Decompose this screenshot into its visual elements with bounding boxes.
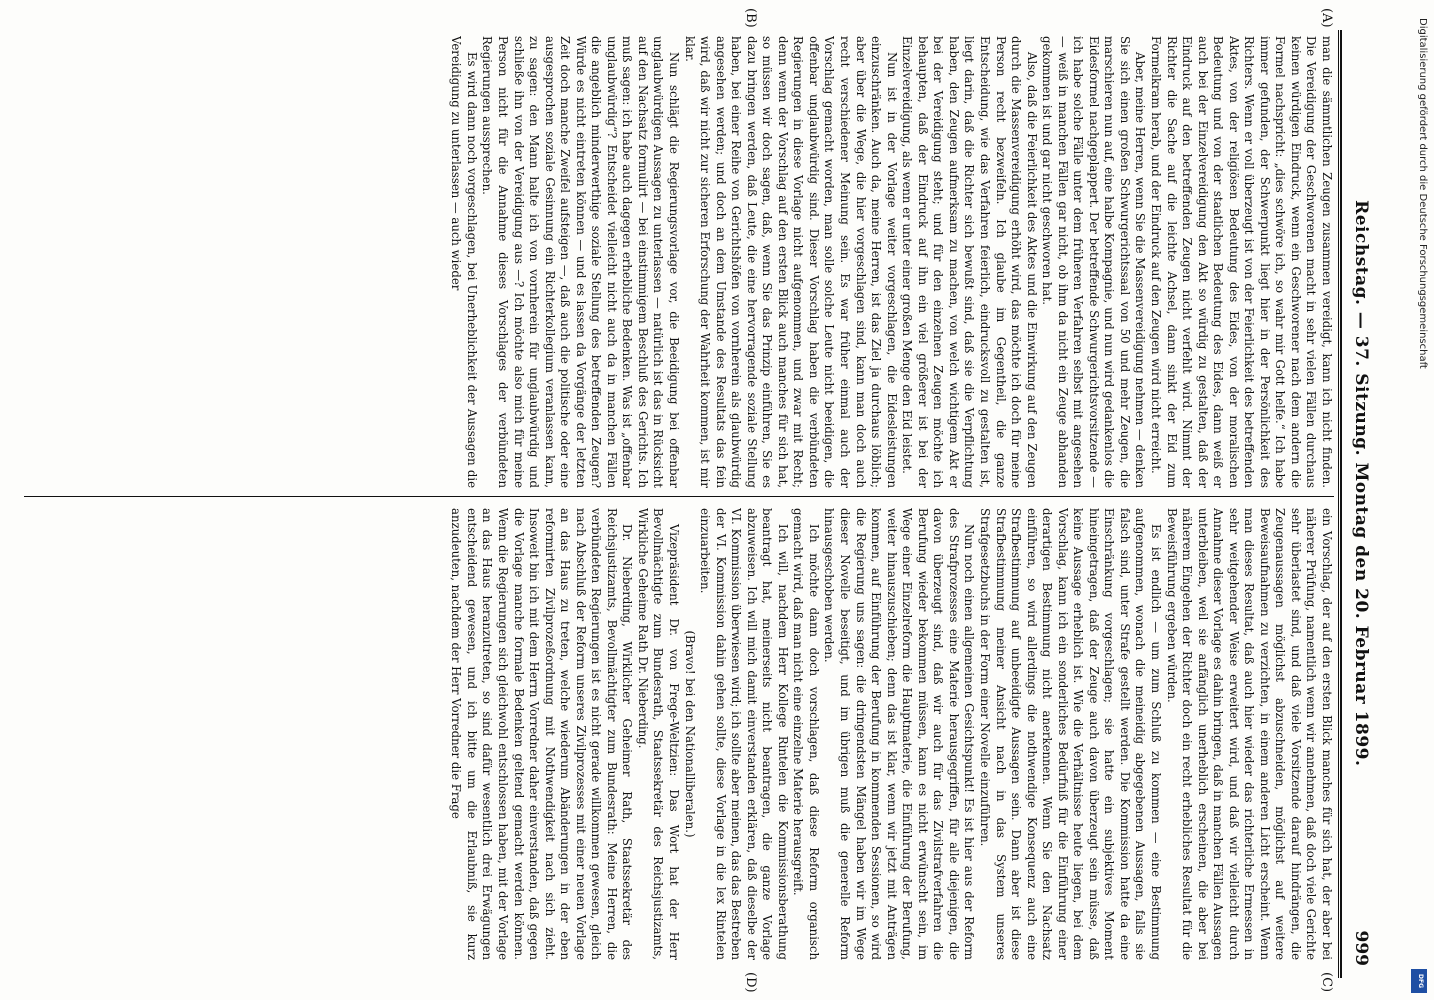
header-rule-thin [1338, 30, 1339, 978]
paragraph: Dr. Nieberding, Wirklicher Geheimer Rath, Staatssekretär des Reichsjustizamts, Bevollmächtigter zum Bundesrath: Meine Herren, die verbündeten Regierungen ist es nicht gerade willkommen gewesen, gleich nach Abschluß der Reform unseres Zivilprozesses mit einer neuen Vorlage an das Haus zu treten, welche wiederum Abänderungen in der eben reformirten Zivilprozeßordnung mit Nothwendigkeit nach sich zieht. Insoweit bin ich mit dem Herrn Vorredner daher einverstanden, daß gegen die Vorlage manche formale Bedenken geltend gemacht werden können. Wenn die Regierungen sich gleichwohl entschlossen haben, mit der Vorlage an das Haus heranzutreten, so sind dafür wesentlich drei Erwägungen entscheidend gewesen, und ich bitte um die Erlaubniß, sie kurz anzudeuten, nachdem der Herr Vorredner die Frage [449, 508, 635, 960]
applause-note: (Bravo! bei den Nationalliberalen.) [682, 630, 697, 838]
paragraph: Es ist endlich — um zum Schluß zu kommen — eine Bestimmung aufgenommen, wonach die meineidig abgegebenen Aussagen, falls sie falsch sind, unter Strafe gestellt werden. Die Kommission hatte da eine Einschränkung vorgeschlagen; sie hatte ein subjektives Moment hineingetragen, daß der Zeuge auch davon überzeugt sein müsse, daß keine Aussage erheblich ist. Wie die Verhältnisse heute liegen, bei dem Vorschlag, kann ich ein sonderliches Bedürfniß für die Einführung einer derartigen Bestimmung nicht anerkennen. Wenn Sie den Nachsatz einführen, so wird allerdings die nothwendige Konsequenz auch eine Strafbestimmung auf unbeeidigte Aussagen sein. Dann aber ist diese Strafbestimmung meiner Ansicht nach in das System unseres Strafgesetzbuchs in der Form einer Novelle einzuführen. [977, 508, 1163, 960]
digitization-credit-text: Digitalisierung gefördert durch die Deutsche Forschungsgemeinschaft [1417, 18, 1428, 369]
paragraph: Nun schlägt die Regierungsvorlage vor, die Beeidigung bei offenbar unglaubwürdigen Aussagen zu unterlassen — natürlich ist das in Rücksicht auf den Nachsatz formulirt — bei einstimmigem Beschluß des Gerichts. Ich muß sagen: ich habe auch dagegen erhebliche Bedenken. Was ist „offenbar unglaubwürdig“? Entscheidet vielleicht nicht auch da in manchen Fällen die angeblich minderwerthige soziale Stellung des betreffenden Zeugen? Würde es nicht eintreten können — und es lassen da Vorgänge der letzten Zeit doch manche Zweifel aufsteigen —, daß auch die politische oder eine ausgesprochen soziale Gesinnung ein Richterkollegium veranlassen kann, zu sagen: den Mann halte ich von vornherein für unglaubwürdig und schließe ihn von der Vereidigung aus —? Ich möchte also mich für meine Person nicht für die Annahme dieses Vorschlages der verbündeten Regierungen aussprechen. [480, 36, 682, 488]
left-column [24, 36, 1334, 488]
paragraph: Nun ist in der Vorlage weiter vorgeschlagen, die Eidesleistungen einzuschränken. Auch da, meine Herren, ist das Ziel ja durchaus löblich; aber über die Wege, die hier vorgeschlagen sind, kann man doch auch recht verschiedener Meinung sein. Es war früher einmal auch der Vorschlag gemacht worden, man solle solche Leute nicht beeidigen, die offenbar unglaubwürdig sind. Dieser Vorschlag haben die verbündeten Regierungen in diese Vorlage nicht aufgenommen, und zwar mit Recht; denn wenn der Vorschlag auf den ersten Blick auch manches für sich hat, so müssen wir doch sagen, daß, wenn Sie das Prinzip einführen, Sie es dazu bringen werden, daß Leute, die eine hervorragende soziale Stellung haben, bei einer Reihe von Gerichtshöfen von vornherein als glaubwürdig angesehen werden; und doch an dem Umstande des Resultats das fein wird, daß wir nicht zur sicheren Erforschung der Wahrheit kommen, ist mir klar. [682, 36, 899, 488]
paragraph: Also, daß die Feierlichkeit des Aktes und die Einwirkung auf den Zeugen durch die Massenvereidigung erhöht wird, das möchte ich doch für meine Person recht bezweifeln. Ich glaube im Gegentheil, die ganze Entscheidung, wie das Verfahren feierlich, eindrucksvoll zu gestalten ist, liegt darin, daß die Richter sich bewußt sind, daß sie die Verpflichtung haben, den Zeugen aufmerksam zu machen, von welch wichtigem Akt er bei der Vereidigung steht; und für den einzelnen Zeugen möchte ich behaupten, daß der Eindruck auf ihn ein viel größerer ist bei der Einzelvereidigung, als wenn er unter einer großen Menge den Eid leistet. [900, 36, 1039, 488]
paragraph: Aber, meine Herren, wenn Sie die Massenvereidigung nehmen — denken Sie sich einen großen Schwurgerichtssaal von 50 und mehr Zeugen, die marschieren nun auf, eine halbe Kompagnie, und nun wird gedankenlos die Eidesformel nachgeplappert. Der betreffende Schwurgerichtsvorsitzende — ich habe solche Fälle unter dem früheren Verfahren selbst mit angesehen — weiß in manchen Fällen gar nicht, ob ihm da nicht ein Zeuge abhanden gekommen ist und gar nicht geschworen hat. [1040, 36, 1148, 488]
page-number: 999 [1351, 930, 1371, 966]
dfg-logo-text: DFG [1417, 974, 1424, 989]
margin-marker-c: (C) [1319, 972, 1334, 993]
column-divider [24, 496, 1334, 497]
margin-marker-a: (A) [1319, 8, 1334, 28]
page-header [1342, 36, 1380, 966]
paragraph: Es wird dann noch vorgeschlagen, bei Unerheblichkeit der Aussagen die Vereidigung zu unterlassen — auch wieder [449, 36, 479, 488]
page-title: Reichstag. — 37. Sitzung. Montag den 20. Februar 1899. [1351, 200, 1371, 767]
right-column [24, 508, 1334, 960]
paragraph: Vizepräsident Dr. von Frege-Weltzien: Das Wort hat der Herr Bevollmächtigte zum Bundesrath, Staatssekretär des Reichsjustizamts, Wirkliche Geheime Rath Dr. Nieberding. [635, 508, 682, 960]
paragraph: man die sämmtlichen Zeugen zusammen vereidigt, kann ich nicht finden. Die Vereidigung der Geschworenen macht in sehr vielen Fällen durchaus keinen würdigen Eindruck, wenn ein Geschworener nach dem andern die Formel nachspricht: „dies schwöre ich, so wahr mir Gott helfe.“ Ich habe immer gefunden, der Schwerpunkt liegt hier in der Persönlichkeit des Richters. Wenn er voll überzeugt ist von der Feierlichkeit des betreffenden Aktes, von der religiösen Bedeutung des Eides, von der moralischen Bedeutung und von der staatlichen Bedeutung des Eides, dann weiß er auch bei der Einzelvereidigung den Akt so würdig zu gestalten, daß der Eindruck auf den betreffenden Zeugen nicht verfehlt wird. Nimmt der Richter die Sache auf die leichte Achsel, dann sinkt der Eid zum Formelkram herab, und der Eindruck auf den Zeugen wird nicht erreicht. [1148, 36, 1334, 488]
margin-marker-d: (D) [743, 972, 758, 993]
paragraph: Ich möchte dann doch vorschlagen, daß diese Reform organisch gemacht wird, daß man nicht eine einzelne Materie herausgreift. [791, 508, 821, 960]
margin-marker-b: (B) [743, 8, 758, 28]
digitization-credit [1416, 18, 1428, 958]
paragraph: Ich will, nachdem Herr Kollege Rintelen die Kommissionsberathung beantragt hat, meinerseits nicht beantragen, die ganze Vorlage abzuweisen. Ich will mich damit einverstanden erklären, daß dieselbe der VI. Kommission überwiesen wird; ich sollte aber meinen, das das Bestreben der VI. Kommission dahin gehen sollte, diese Vorlage in die lex Rintelen einzuarbeiten. [698, 508, 790, 960]
dfg-logo [1410, 968, 1428, 994]
paragraph: ein Vorschlag, der auf den ersten Blick manches für sich hat, der aber bei näherer Prüfung, namentlich wenn wir annehmen, daß doch viele Gerichte sehr überlastet sind, und daß viele Vorsitzende darauf hindrängen, die Zeugenaussagen möglichst abzuschneiden, möglichst auf weitere Beweisaufnahmen zu verzichten, in einem anderen Licht erscheint. Wenn man dieses Resultat, daß auch hier wieder das richterliche Ermessen in sehr weitgehender Weise erweitert wird, und daß wir vielleicht durch Annahme dieser Vorlage es dahin bringen, daß in manchen Fällen Aussagen unterbleiben, weil sie anfänglich unerheblich erscheinen, die aber bei näherem Eingehen der Richter doch ein recht erhebliches Resultat für die Beweisführung ergeben würden. [1164, 508, 1334, 960]
paragraph: Nun noch einen allgemeinen Gesichtspunkt! Es ist hier aus der Reform des Strafprozesses eine Materie herausgegriffen, für alle diejenigen, die davon überzeugt sind, daß wir auch für das Zivilstrafverfahren die Berufung wieder bekommen müssen, kann es nicht erwünscht sein, im Wege einer Einzelreform die Hauptmaterie, die Einführung der Berufung, weiter hinauszuschieben; denn das ist klar, wenn wir jetzt mit Anträgen kommen, auf Einführung der Berufung in kommenden Sessionen, so wird die Regierung uns sagen: die dringendsten Mängel haben wir im Wege dieser Novelle beseitigt, und im übrigen muß die generelle Reform hinausgeschoben werden. [822, 508, 977, 960]
header-rule [1340, 30, 1342, 978]
